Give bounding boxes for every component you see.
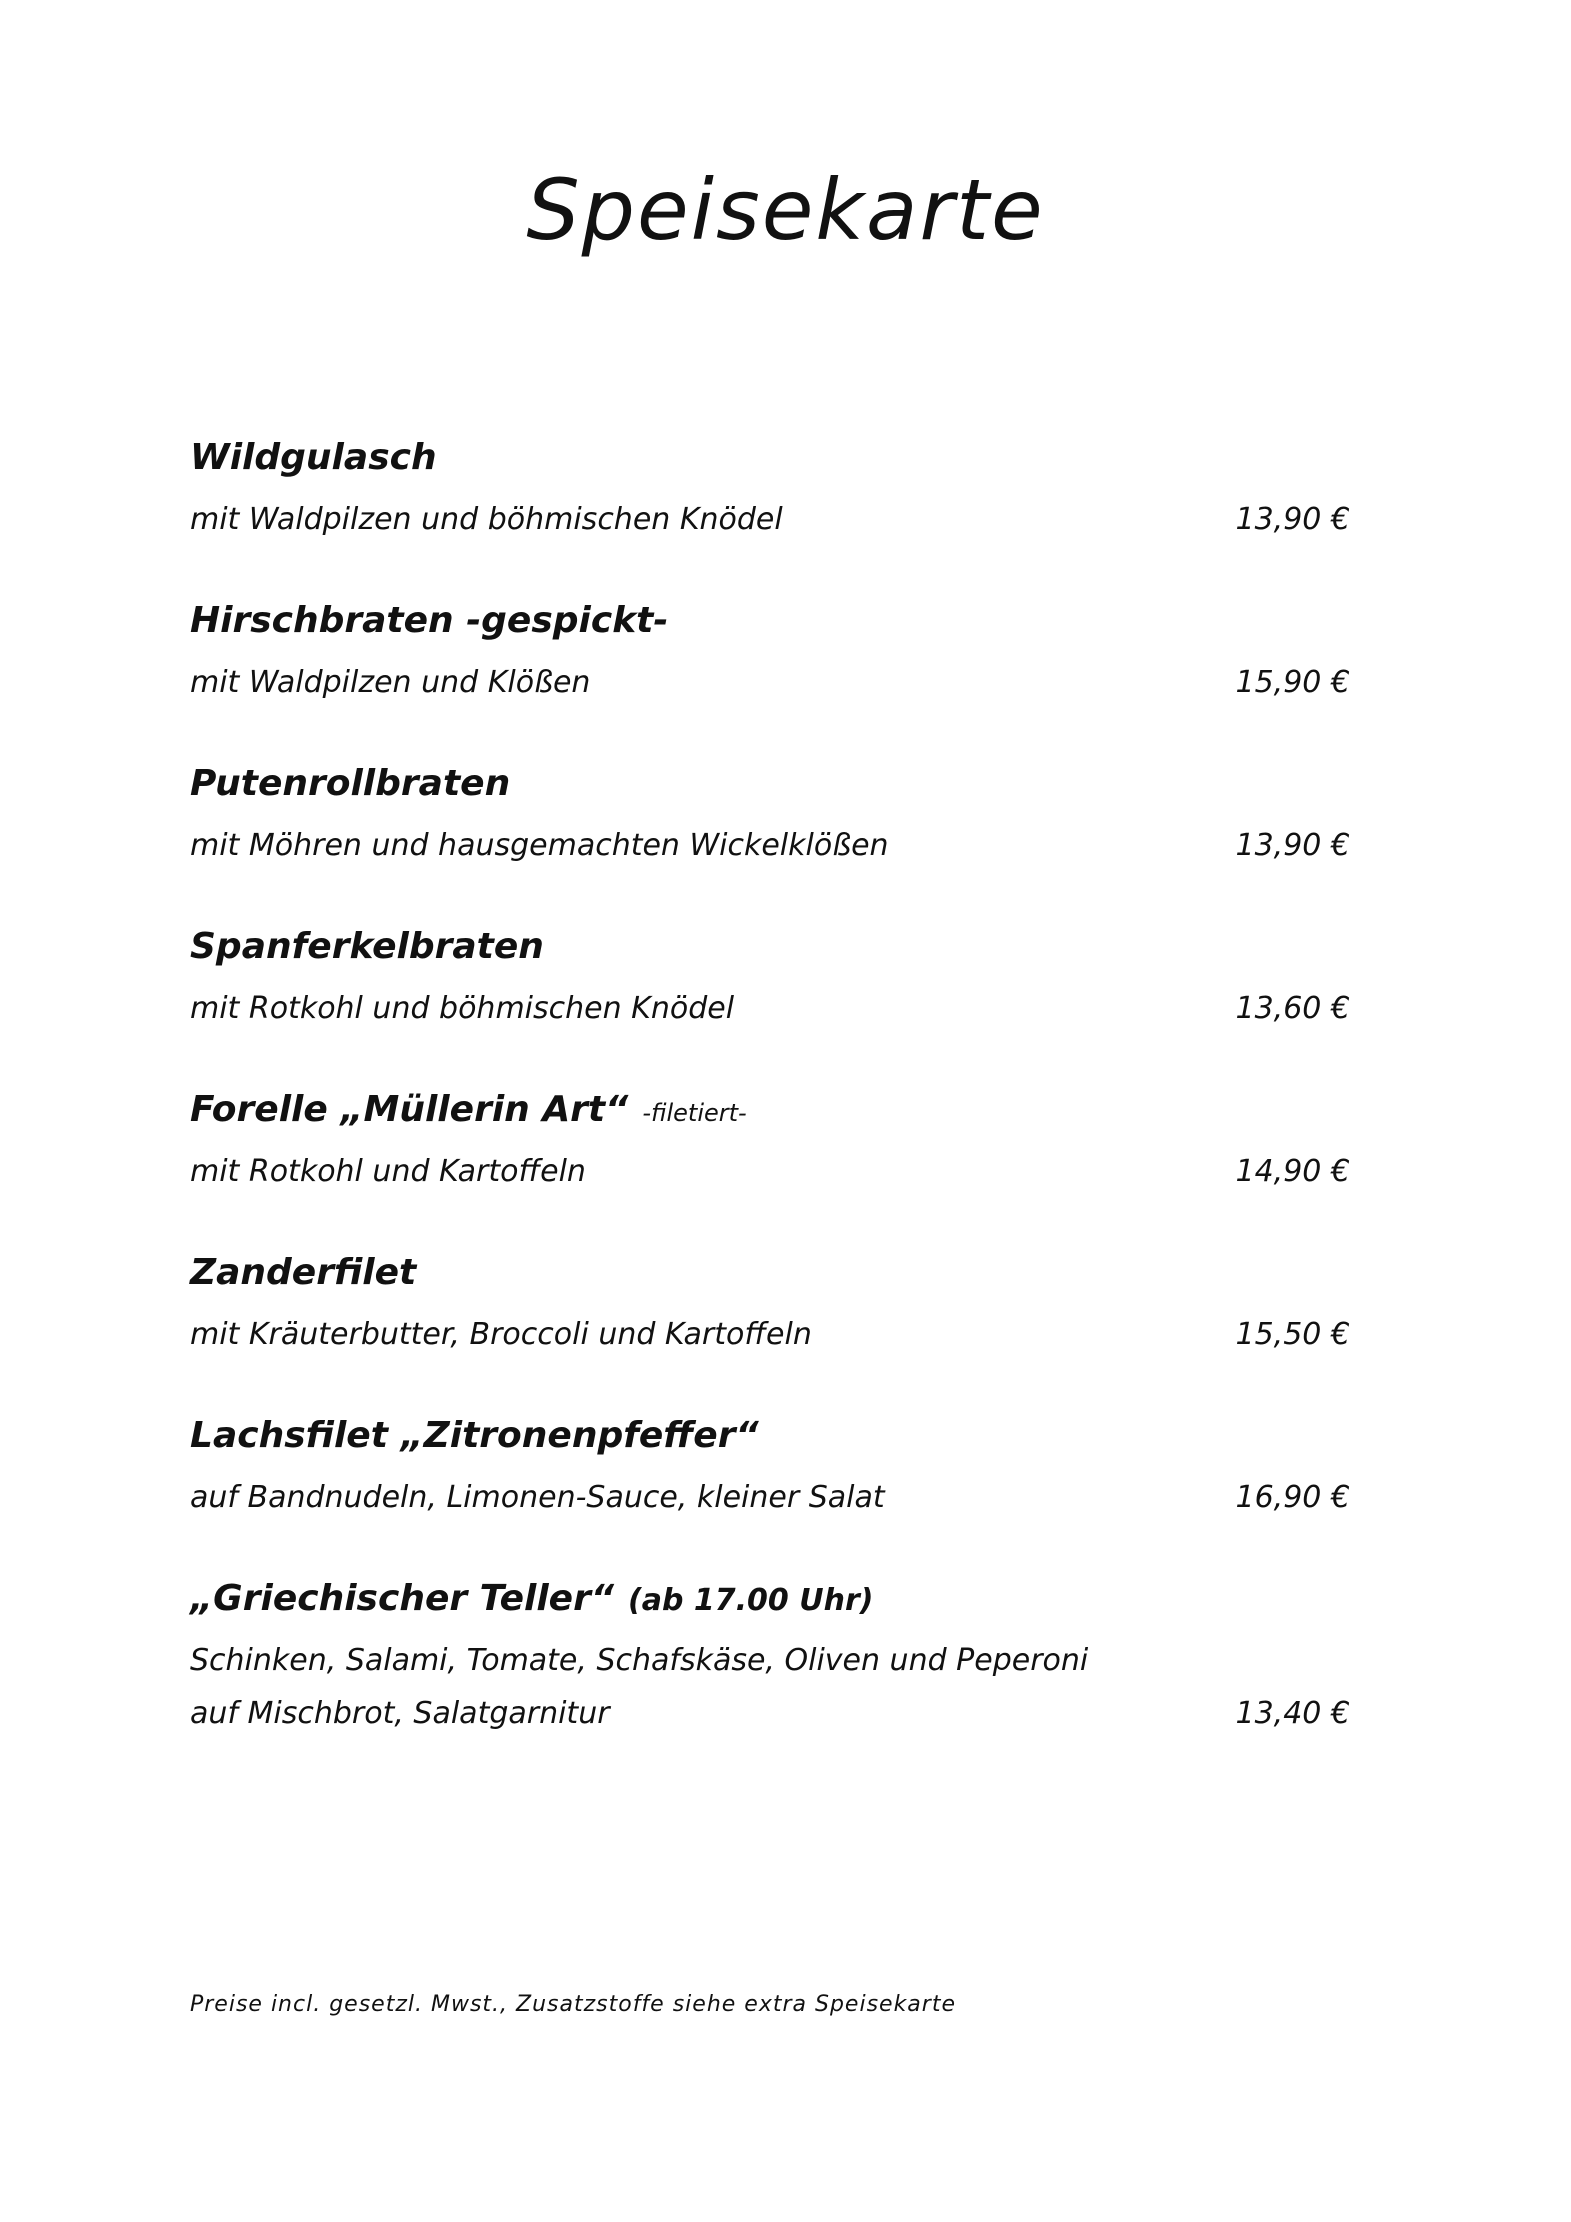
menu-item bbox=[190, 1251, 1350, 1414]
dish-name: Lachsfilet „Zitronenpfeffer“ bbox=[190, 1415, 759, 1456]
page-title: Speisekarte bbox=[526, 161, 1045, 259]
dish-description: mit Rotkohl und böhmischen Knödel bbox=[190, 991, 735, 1026]
dish-price: 13,60 € bbox=[1235, 991, 1350, 1026]
dish-price: 16,90 € bbox=[1235, 1480, 1350, 1515]
dish-price: 13,40 € bbox=[1235, 1696, 1350, 1731]
menu-item bbox=[190, 1088, 1350, 1251]
dish-description: auf Bandnudeln, Limonen-Sauce, kleiner Salat bbox=[190, 1480, 885, 1515]
dish-name: „Griechischer Teller“ (ab 17.00 Uhr) bbox=[190, 1578, 874, 1619]
dish-description: mit Möhren und hausgemachten Wickelklößen bbox=[190, 828, 889, 863]
dish-note: -filetiert- bbox=[642, 1099, 747, 1127]
dish-description: Schinken, Salami, Tomate, Schafskäse, Oliven und Peperoni bbox=[190, 1643, 1089, 1678]
dish-description: mit Waldpilzen und böhmischen Knödel bbox=[190, 502, 783, 537]
dish-name: Hirschbraten -gespickt- bbox=[190, 600, 669, 641]
dish-name: Zanderfilet bbox=[190, 1252, 417, 1293]
dish-name: Putenrollbraten bbox=[190, 763, 511, 804]
dish-price: 14,90 € bbox=[1235, 1154, 1350, 1189]
dish-description: mit Kräuterbutter, Broccoli und Kartoffeln bbox=[190, 1317, 812, 1352]
dish-description: auf Mischbrot, Salatgarnitur bbox=[190, 1696, 610, 1731]
footer-note: Preise incl. gesetzl. Mwst., Zusatzstoffe siehe extra Speisekarte bbox=[190, 1992, 956, 2017]
dish-name: Forelle „Müllerin Art“ -filetiert- bbox=[190, 1089, 747, 1130]
menu-item bbox=[190, 1577, 1350, 1797]
dish-name: Wildgulasch bbox=[190, 437, 437, 478]
dish-price: 13,90 € bbox=[1235, 828, 1350, 863]
menu-list bbox=[190, 436, 1350, 1797]
dish-name: Spanferkelbraten bbox=[190, 926, 544, 967]
menu-item bbox=[190, 1414, 1350, 1577]
menu-item bbox=[190, 925, 1350, 1088]
menu-item bbox=[190, 599, 1350, 762]
dish-price: 15,90 € bbox=[1235, 665, 1350, 700]
dish-description: mit Rotkohl und Kartoffeln bbox=[190, 1154, 586, 1189]
menu-item bbox=[190, 436, 1350, 599]
dish-price: 15,50 € bbox=[1235, 1317, 1350, 1352]
dish-note: (ab 17.00 Uhr) bbox=[628, 1583, 874, 1618]
menu-item bbox=[190, 762, 1350, 925]
dish-description: mit Waldpilzen und Klößen bbox=[190, 665, 591, 700]
dish-price: 13,90 € bbox=[1235, 502, 1350, 537]
